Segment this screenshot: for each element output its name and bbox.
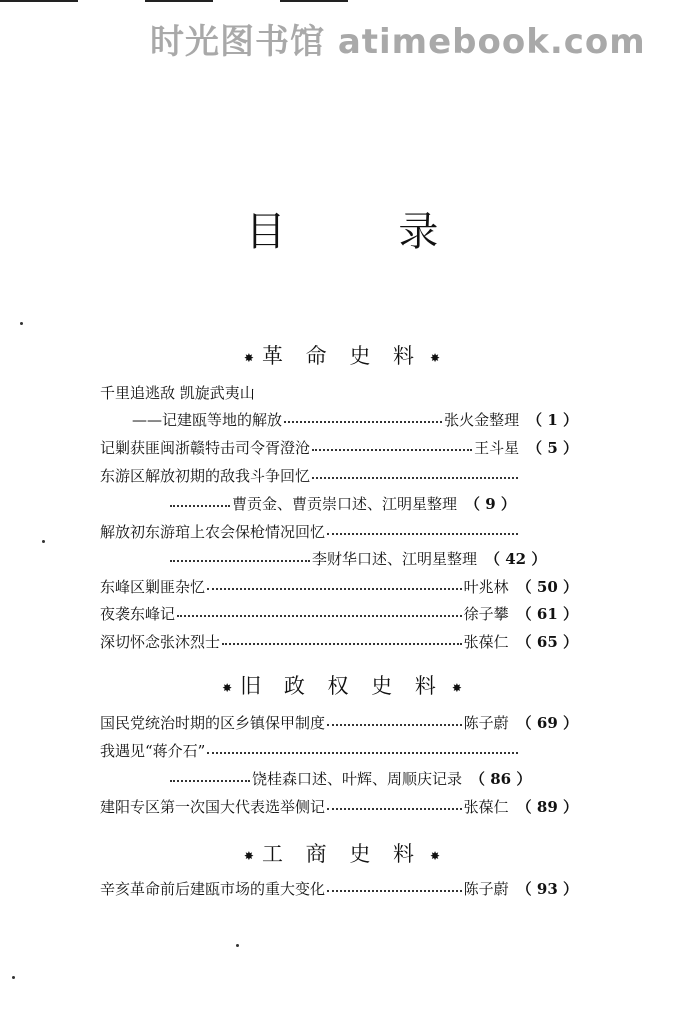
scan-speck [236,944,239,947]
page-title: 目 录 [245,209,489,255]
toc-entry[interactable] [100,463,520,487]
toc-entry[interactable] [100,601,578,625]
scan-speck [20,322,23,325]
entry-title: 记剿获匪闽浙赣特击司令胥澄沧 [100,438,311,457]
star-icon: ✸ [222,680,233,695]
leader-dots [170,766,250,782]
entry-author: 张火金整理 [444,410,520,429]
toc-entry[interactable] [100,574,578,598]
section-header: ✸ 工 商 史 料 ✸ [243,842,441,866]
entry-page: （ 89 ） [516,797,578,816]
star-icon: ✸ [243,350,254,365]
leader-dots [327,710,462,726]
entry-author: 饶桂森口述、叶辉、周顺庆记录 [252,769,463,788]
toc-entry[interactable] [100,738,520,762]
leader-dots [177,601,462,617]
leader-dots [327,876,462,892]
leader-dots [222,629,462,645]
leader-dots [207,738,518,754]
leader-dots [207,574,462,590]
entry-page: （ 5 ） [527,438,578,457]
star-icon: ✸ [243,848,254,863]
leader-dots [327,794,462,810]
entry-author: 王斗星 [474,438,520,457]
entry-page: （ 1 ） [527,410,578,429]
leader-dots [312,463,518,479]
entry-page: （ 86 ） [470,769,532,788]
leader-dots [312,435,472,451]
entry-page: （ 69 ） [516,713,578,732]
toc-entry[interactable] [100,794,578,818]
entry-author: 张葆仁 [463,797,509,816]
entry-page: （ 42 ） [485,549,547,568]
toc-entry[interactable] [100,380,578,404]
entry-title: 夜袭东峰记 [100,604,176,623]
entry-title: 国民党统治时期的区乡镇保甲制度 [100,713,326,732]
watermark: 时光图书馆 atimebook.com [150,22,646,62]
entry-page: （ 93 ） [516,879,578,898]
leader-dots [170,491,230,507]
section-header: ✸ 旧 政 权 史 料 ✸ [222,674,462,698]
entry-title: 我遇见“蒋介石” [100,741,206,760]
entry-title: 解放初东游琯上农会保枪情况回忆 [100,522,326,541]
star-icon: ✸ [451,680,462,695]
leader-dots [284,407,442,423]
toc-entry[interactable] [100,710,578,734]
toc-entry[interactable] [100,629,578,653]
scan-speck [12,976,15,979]
entry-page: （ 65 ） [516,632,578,651]
entry-title: 建阳专区第一次国大代表选举侧记 [100,797,326,816]
entry-title: 东峰区剿匪杂忆 [100,577,206,596]
toc-entry[interactable] [132,407,578,431]
entry-author: 曹贡金、曹贡崇口述、江明星整理 [232,494,458,513]
toc-entry[interactable] [168,491,578,515]
entry-page: （ 9 ） [465,494,516,513]
scan-top-line [0,0,78,2]
leader-dots [327,519,518,535]
entry-page: （ 61 ） [516,604,578,623]
entry-author: 张葆仁 [463,632,509,651]
entry-author: 陈子蔚 [463,713,509,732]
toc-entry[interactable] [168,546,578,570]
star-icon: ✸ [430,350,441,365]
entry-title: 深切怀念张沐烈士 [100,632,221,651]
section-header: ✸ 革 命 史 料 ✸ [243,344,441,368]
scan-top-line [280,0,348,2]
entry-author: 徐子攀 [463,604,509,623]
toc-entry[interactable] [100,876,578,900]
entry-title: ——记建瓯等地的解放 [132,410,283,429]
star-icon: ✸ [430,848,441,863]
toc-entry[interactable] [100,519,520,543]
entry-author: 叶兆林 [463,577,509,596]
entry-page: （ 50 ） [516,577,578,596]
scan-speck [42,540,45,543]
entry-author: 李财华口述、江明星整理 [312,549,478,568]
toc-entry[interactable] [168,766,578,790]
entry-title: 辛亥革命前后建瓯市场的重大变化 [100,879,326,898]
entry-author: 陈子蔚 [463,879,509,898]
entry-title: 千里追逃敌 凯旋武夷山 [100,383,255,402]
leader-dots [170,546,310,562]
entry-title: 东游区解放初期的敌我斗争回忆 [100,466,311,485]
scan-top-line [145,0,213,2]
toc-entry[interactable] [100,435,578,459]
